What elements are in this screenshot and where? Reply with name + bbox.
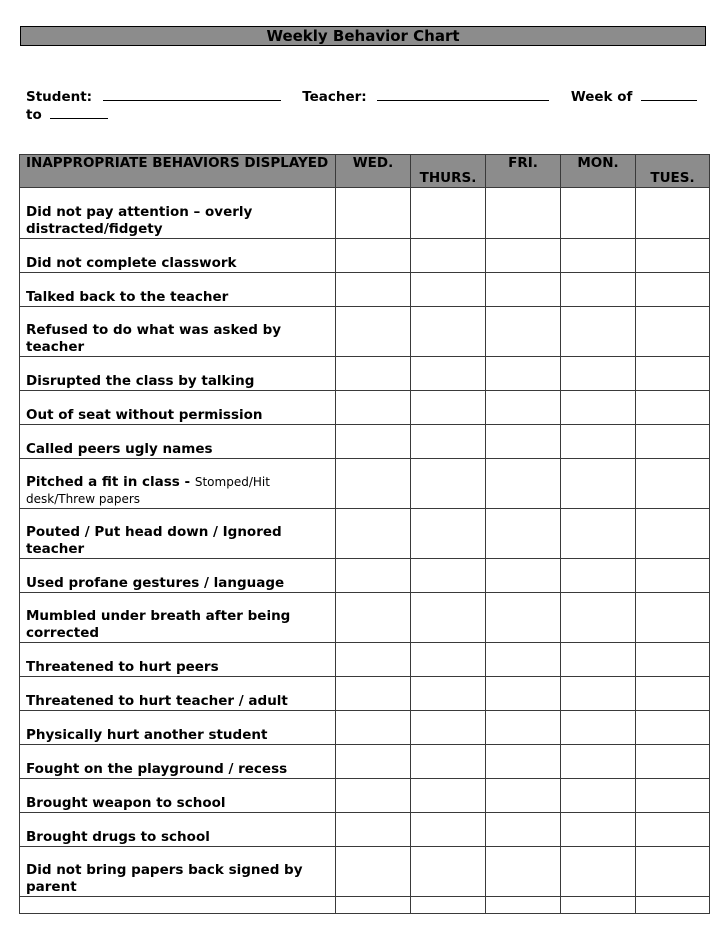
day-cell[interactable] [561,813,636,847]
table-row [20,847,710,897]
table-row [20,559,710,593]
table-row [20,188,710,239]
day-cell[interactable] [486,745,561,779]
behavior-label [20,593,336,643]
day-cell[interactable] [486,593,561,643]
day-cell[interactable] [336,357,411,391]
behavior-label [20,677,336,711]
day-cell[interactable] [411,847,486,897]
behavior-text: Brought drugs to school [26,829,210,845]
day-cell[interactable] [411,357,486,391]
day-cell[interactable] [486,239,561,273]
day-cell[interactable] [411,745,486,779]
behavior-label [20,391,336,425]
day-cell[interactable] [411,559,486,593]
table-row [20,307,710,357]
day-cell[interactable] [636,711,710,745]
table-row [20,273,710,307]
day-cell[interactable] [411,425,486,459]
day-cell[interactable] [636,559,710,593]
day-cell[interactable] [486,459,561,509]
teacher-label: Teacher: [302,89,367,105]
table-row [20,643,710,677]
day-cell[interactable] [561,643,636,677]
behavior-text: Talked back to the teacher [26,289,229,305]
day-cell[interactable] [636,779,710,813]
behavior-label [20,239,336,273]
day-cell[interactable] [411,779,486,813]
behavior-text: Did not bring papers back signed by parent [26,862,303,895]
behavior-text: Called peers ugly names [26,441,213,457]
day-cell[interactable] [561,391,636,425]
day-cell[interactable] [561,897,636,914]
day-cell[interactable] [636,813,710,847]
day-cell[interactable] [486,677,561,711]
day-cell[interactable] [336,745,411,779]
day-cell[interactable] [561,593,636,643]
day-cell[interactable] [636,425,710,459]
day-cell[interactable] [336,307,411,357]
behavior-text: Mumbled under breath after being corrected [26,608,291,641]
day-cell[interactable] [561,307,636,357]
day-cell[interactable] [561,779,636,813]
day-cell[interactable] [411,813,486,847]
day-cell[interactable] [486,509,561,559]
behavior-text: Fought on the playground / recess [26,761,288,777]
day-cell[interactable] [411,273,486,307]
day-cell[interactable] [561,745,636,779]
day-cell[interactable] [636,307,710,357]
day-cell[interactable] [486,188,561,239]
day-cell[interactable] [486,559,561,593]
behavior-label [20,847,336,897]
day-cell[interactable] [336,643,411,677]
day-cell[interactable] [486,711,561,745]
behavior-text: Threatened to hurt teacher / adult [26,693,288,709]
day-cell[interactable] [336,847,411,897]
day-cell[interactable] [486,357,561,391]
behavior-text: Used profane gestures / language [26,575,285,591]
day-cell[interactable] [411,459,486,509]
day-cell[interactable] [411,307,486,357]
table-row [20,897,710,914]
teacher-blank[interactable] [377,88,549,101]
day-cell[interactable] [411,643,486,677]
day-header-tues: TUES. [636,155,710,188]
day-cell[interactable] [486,813,561,847]
day-cell[interactable] [336,711,411,745]
day-cell[interactable] [636,897,710,914]
table-row [20,509,710,559]
day-cell[interactable] [486,643,561,677]
day-cell[interactable] [336,273,411,307]
day-cell[interactable] [411,897,486,914]
day-cell[interactable] [411,391,486,425]
table-row [20,357,710,391]
week-of-blank[interactable] [641,88,697,101]
day-cell[interactable] [636,391,710,425]
behaviors-header: INAPPROPRIATE BEHAVIORS DISPLAYED [20,155,336,188]
chart-title: Weekly Behavior Chart [20,26,706,46]
day-cell[interactable] [636,509,710,559]
behavior-text: Did not complete classwork [26,255,237,271]
week-of-label: Week of [570,89,633,105]
day-cell[interactable] [561,711,636,745]
behavior-label [20,897,336,914]
day-cell[interactable] [636,273,710,307]
table-row [20,745,710,779]
day-cell[interactable] [486,391,561,425]
behavior-label [20,459,336,509]
behavior-label [20,643,336,677]
day-cell[interactable] [636,459,710,509]
behavior-text: Disrupted the class by talking [26,373,255,389]
day-cell[interactable] [411,239,486,273]
day-cell[interactable] [336,813,411,847]
behavior-label [20,425,336,459]
day-cell[interactable] [336,425,411,459]
day-header-mon: MON. [561,155,636,188]
behavior-text: Pouted / Put head down / Ignored teacher [26,524,282,557]
day-cell[interactable] [486,897,561,914]
behavior-label [20,307,336,357]
day-cell[interactable] [486,273,561,307]
behavior-label [20,509,336,559]
behavior-label [20,813,336,847]
day-cell[interactable] [561,239,636,273]
day-cell[interactable] [561,847,636,897]
day-cell[interactable] [336,459,411,509]
day-cell[interactable] [411,188,486,239]
table-row [20,711,710,745]
table-row [20,779,710,813]
day-cell[interactable] [486,425,561,459]
day-cell[interactable] [486,779,561,813]
day-cell[interactable] [636,593,710,643]
behavior-text: Out of seat without permission [26,407,263,423]
day-cell[interactable] [336,897,411,914]
day-cell[interactable] [336,509,411,559]
day-cell[interactable] [561,188,636,239]
behavior-label [20,559,336,593]
table-row [20,813,710,847]
day-cell[interactable] [561,357,636,391]
behavior-text: Refused to do what was asked by teacher [26,322,282,355]
day-header-thurs: THURS. [411,155,486,188]
day-cell[interactable] [411,593,486,643]
table-row [20,593,710,643]
day-cell[interactable] [336,188,411,239]
day-cell[interactable] [636,847,710,897]
day-cell[interactable] [561,677,636,711]
day-header-fri: FRI. [486,155,561,188]
behavior-text: Did not pay attention – overly distracted/fidgety [26,204,253,237]
behavior-text: Physically hurt another student [26,727,268,743]
table-row [20,677,710,711]
day-cell[interactable] [636,745,710,779]
day-cell[interactable] [636,357,710,391]
to-blank[interactable] [50,106,108,119]
day-cell[interactable] [486,307,561,357]
day-cell[interactable] [561,559,636,593]
day-cell[interactable] [336,559,411,593]
day-cell[interactable] [336,239,411,273]
day-header-wed: WED. [336,155,411,188]
table-row [20,239,710,273]
behavior-text: Brought weapon to school [26,795,226,811]
behavior-text: Pitched a fit in class - [26,474,195,490]
table-row [20,391,710,425]
student-label: Student: [26,89,93,105]
header-fields [26,88,706,124]
behavior-label [20,779,336,813]
table-row [20,459,710,509]
day-cell[interactable] [561,273,636,307]
to-label: to [26,107,42,123]
day-cell[interactable] [336,391,411,425]
behavior-label [20,745,336,779]
day-cell[interactable] [336,677,411,711]
behavior-label [20,357,336,391]
day-cell[interactable] [636,677,710,711]
day-cell[interactable] [411,677,486,711]
behavior-label [20,711,336,745]
day-cell[interactable] [561,425,636,459]
day-cell[interactable] [636,188,710,239]
day-cell[interactable] [336,779,411,813]
day-cell[interactable] [561,509,636,559]
behavior-label [20,188,336,239]
behavior-note: Stomped/Hit desk/Threw papers [26,475,270,506]
day-cell[interactable] [636,239,710,273]
behavior-label [20,273,336,307]
day-cell[interactable] [636,643,710,677]
behavior-text: Threatened to hurt peers [26,659,219,675]
table-header-row [20,155,710,188]
student-blank[interactable] [103,88,281,101]
table-row [20,425,710,459]
day-cell[interactable] [561,459,636,509]
behavior-table [19,154,710,914]
day-cell[interactable] [411,711,486,745]
day-cell[interactable] [486,847,561,897]
day-cell[interactable] [411,509,486,559]
day-cell[interactable] [336,593,411,643]
